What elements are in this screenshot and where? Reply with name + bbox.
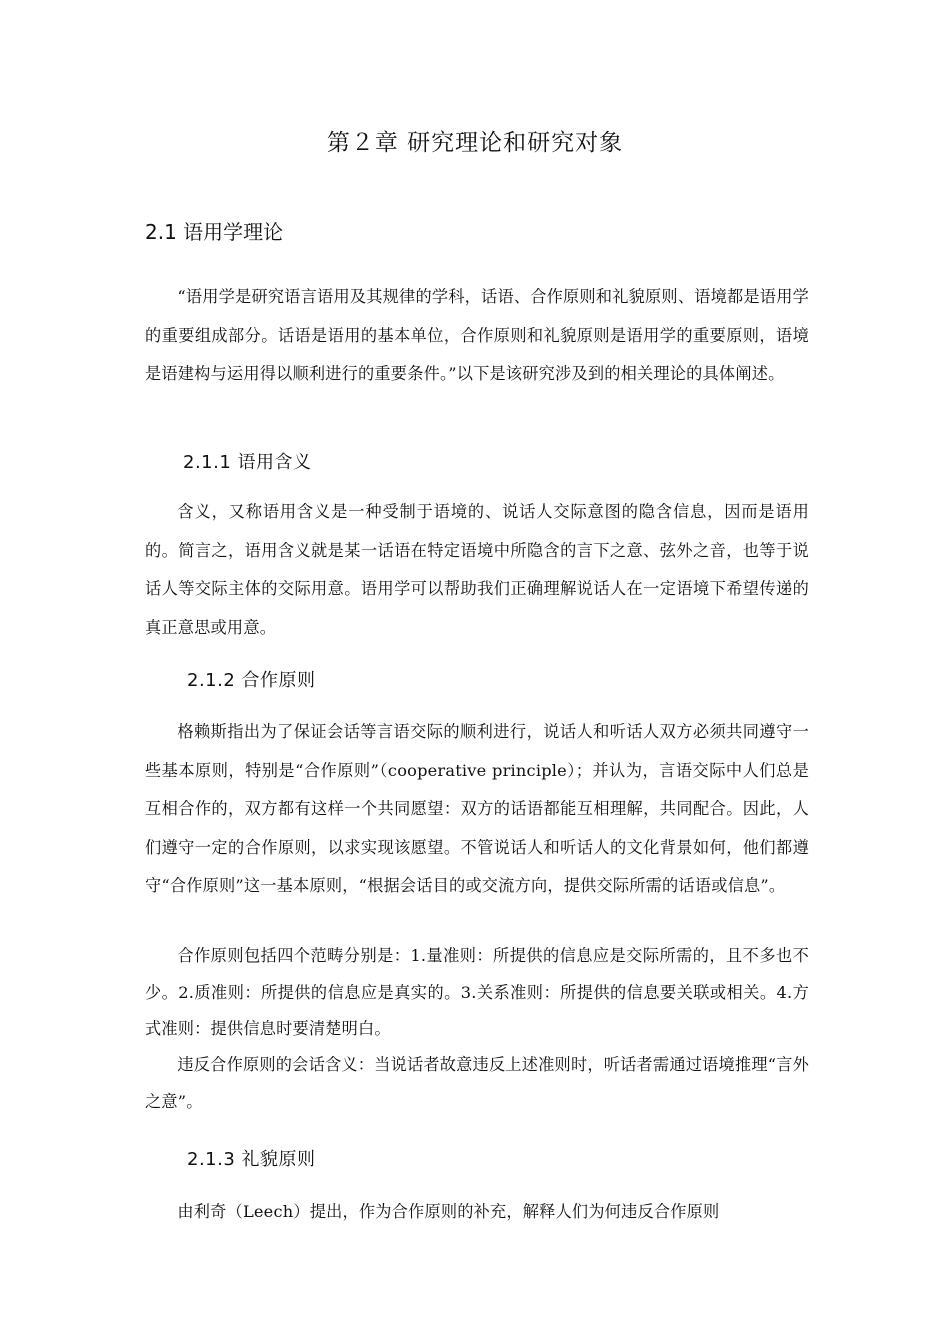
subsection-title-2-1-2: 2.1.2 合作原则	[187, 670, 316, 691]
section-title: 2.1 语用学理论	[145, 220, 284, 244]
cooperative-maxims-paragraph: 合作原则包括四个范畴分别是：1.量准则：所提供的信息应是交际所需的，且不多也不少。2.质准则：所提供的信息应是真实的。3.关系准则：所提供的信息要关联或相关。4.方式准则：提供信息时要清楚明白。	[145, 946, 809, 1038]
pragmatic-implicature-paragraph: 含义，又称语用含义是一种受制于语境的、说话人交际意图的隐含信息，因而是语用的。简言之，语用含义就是某一话语在特定语境中所隐含的言下之意、弦外之音，也等于说话人等交际主体的交际用意。语用学可以帮助我们正确理解说话人在一定语境下希望传递的真正意思或用意。	[145, 502, 809, 637]
chapter-title: 第２章 研究理论和研究对象	[326, 130, 624, 156]
subsection-title-2-1-1: 2.1.1 语用含义	[183, 452, 312, 473]
politeness-principle-paragraph: 由利奇（Leech）提出，作为合作原则的补充，解释人们为何违反合作原则	[177, 1202, 720, 1221]
cooperative-principle-paragraph: 格赖斯指出为了保证会话等言语交际的顺利进行，说话人和听话人双方必须共同遵守一些基本原则，特别是“合作原则”（cooperative principle）；并认为，言语交际中人们总是互相合作的，双方都有这样一个共同愿望：双方的话语都能互相理解，共同配合。因此，人们遵守一定的合作原则，以求实现该愿望。不管说话人和听话人的文化背景如何，他们都遵守“合作原则”这一基本原则，“根据会话目的或交流方向，提供交际所需的话语或信息”。	[145, 722, 809, 895]
section-intro-paragraph: “语用学是研究语言语用及其规律的学科，话语、合作原则和礼貌原则、语境都是语用学的重要组成部分。话语是语用的基本单位，合作原则和礼貌原则是语用学的重要原则，语境是语建构与运用得以顺利进行的重要条件。”以下是该研究涉及到的相关理论的具体阐述。	[145, 287, 809, 383]
violation-implicature-paragraph: 违反合作原则的会话含义：当说话者故意违反上述准则时，听话者需通过语境推理“言外之意”。	[145, 1055, 809, 1111]
subsection-title-2-1-3: 2.1.3 礼貌原则	[187, 1149, 316, 1170]
